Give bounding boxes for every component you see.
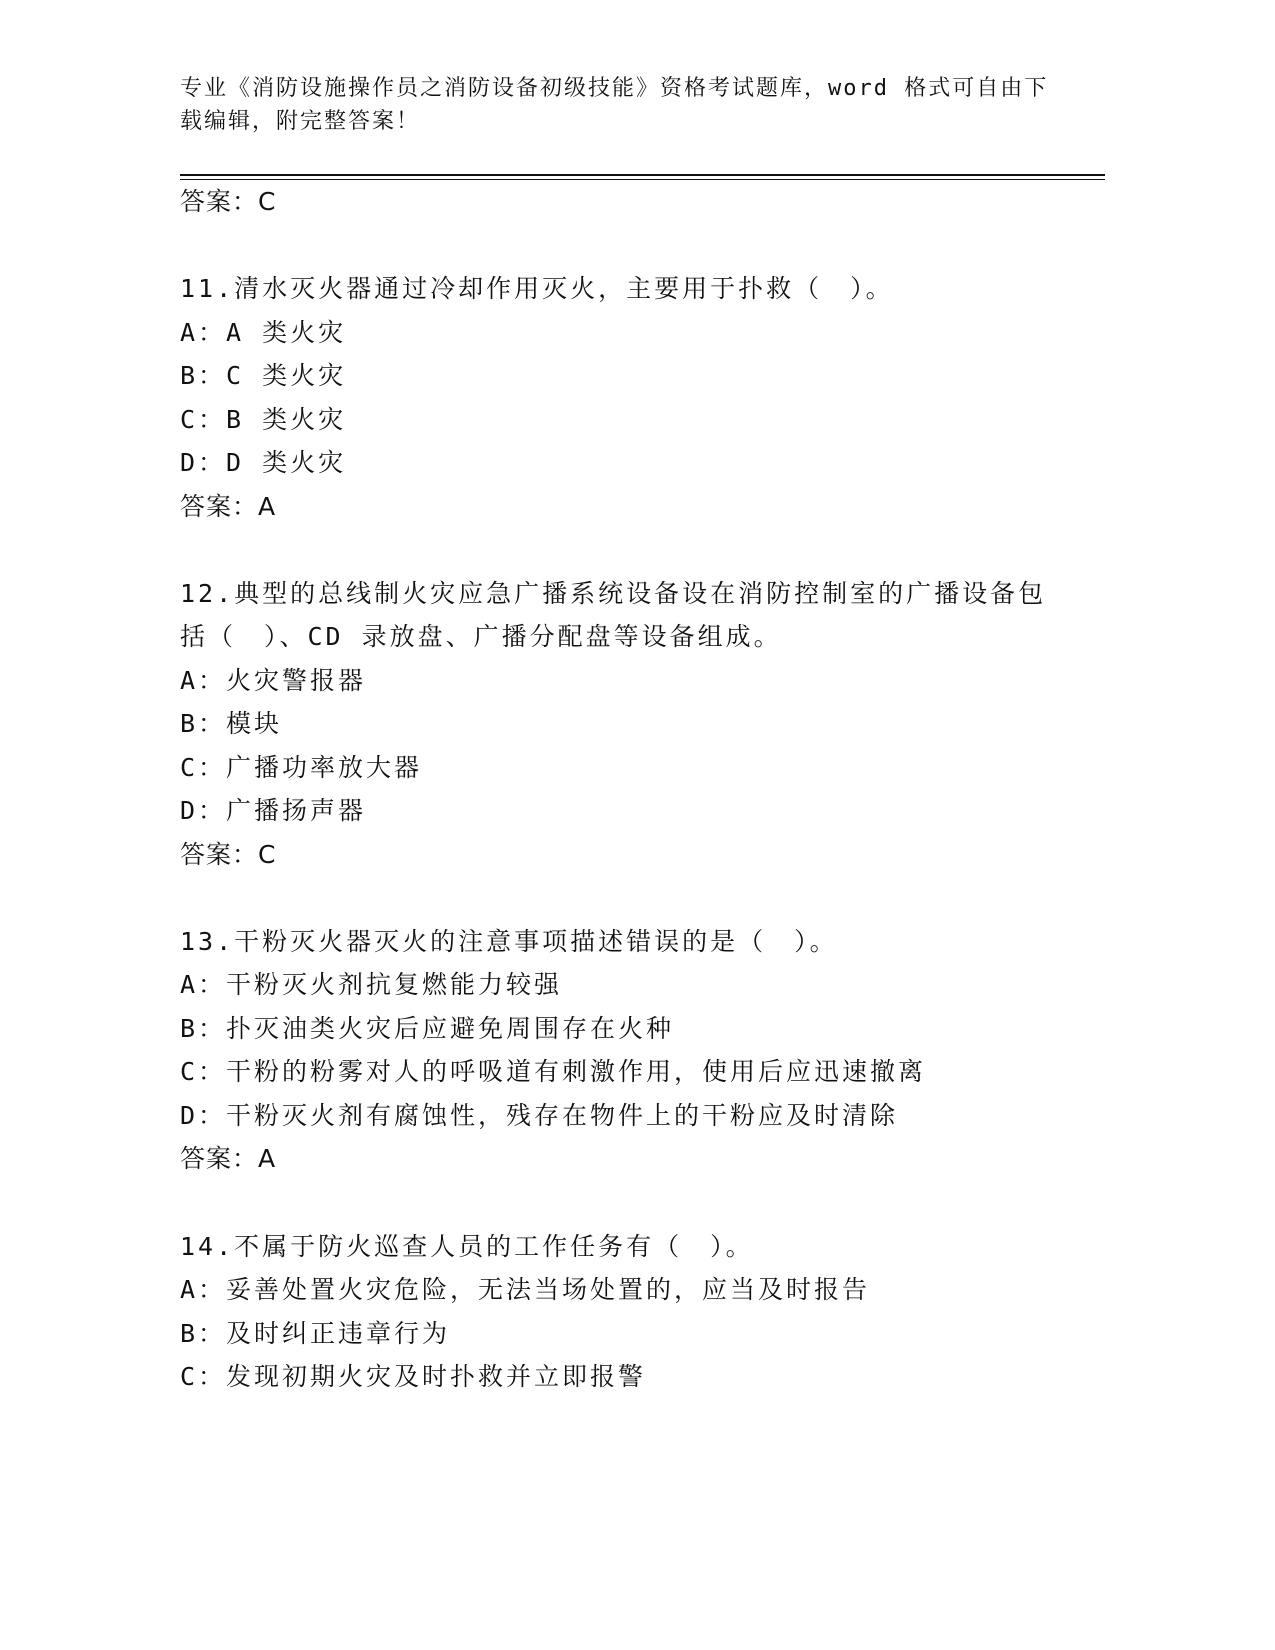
answer-line: 答案：C	[180, 840, 277, 869]
option-c: C：发现初期火灾及时扑救并立即报警	[180, 1362, 647, 1391]
option-b: B：扑灭油类火灾后应避免周围存在火种	[180, 1014, 675, 1043]
header-rule-thin	[180, 179, 1105, 180]
answer-line: 答案：A	[180, 1144, 277, 1173]
option-b: B：模块	[180, 709, 283, 738]
answer-line: 答案：A	[180, 492, 277, 521]
option-c: C：广播功率放大器	[180, 753, 423, 782]
option-a: A：妥善处置火灾危险，无法当场处置的，应当及时报告	[180, 1275, 871, 1304]
option-d: D：广播扬声器	[180, 796, 367, 825]
question-stem: 11.清水灭火器通过冷却作用灭火，主要用于扑救（ ）。	[180, 274, 894, 303]
question-stem-line-1: 12.典型的总线制火灾应急广播系统设备设在消防控制室的广播设备包	[180, 579, 1047, 608]
header-line-2: 载编辑，附完整答案！	[180, 109, 421, 134]
option-a: A：A 类火灾	[180, 318, 347, 347]
option-a: A：火灾警报器	[180, 666, 367, 695]
option-d: D：D 类火灾	[180, 448, 347, 477]
header-line-1: 专业《消防设施操作员之消防设备初级技能》资格考试题库，word 格式可自由下	[180, 76, 1049, 101]
question-stem: 14.不属于防火巡查人员的工作任务有（ ）。	[180, 1232, 754, 1261]
option-b: B：及时纠正违章行为	[180, 1319, 451, 1348]
option-d: D：干粉灭火剂有腐蚀性，残存在物件上的干粉应及时清除	[180, 1101, 899, 1130]
option-b: B：C 类火灾	[180, 361, 347, 390]
option-c: C：B 类火灾	[180, 405, 347, 434]
question-stem-line-2: 括（ ）、CD 录放盘、广播分配盘等设备组成。	[180, 622, 782, 651]
option-a: A：干粉灭火剂抗复燃能力较强	[180, 970, 563, 999]
header-rule-thick	[180, 174, 1105, 176]
answer-line: 答案：C	[180, 187, 277, 216]
document-header	[180, 72, 1060, 138]
question-stem: 13.干粉灭火器灭火的注意事项描述错误的是（ ）。	[180, 927, 838, 956]
option-c: C：干粉的粉雾对人的呼吸道有刺激作用，使用后应迅速撤离	[180, 1057, 927, 1086]
